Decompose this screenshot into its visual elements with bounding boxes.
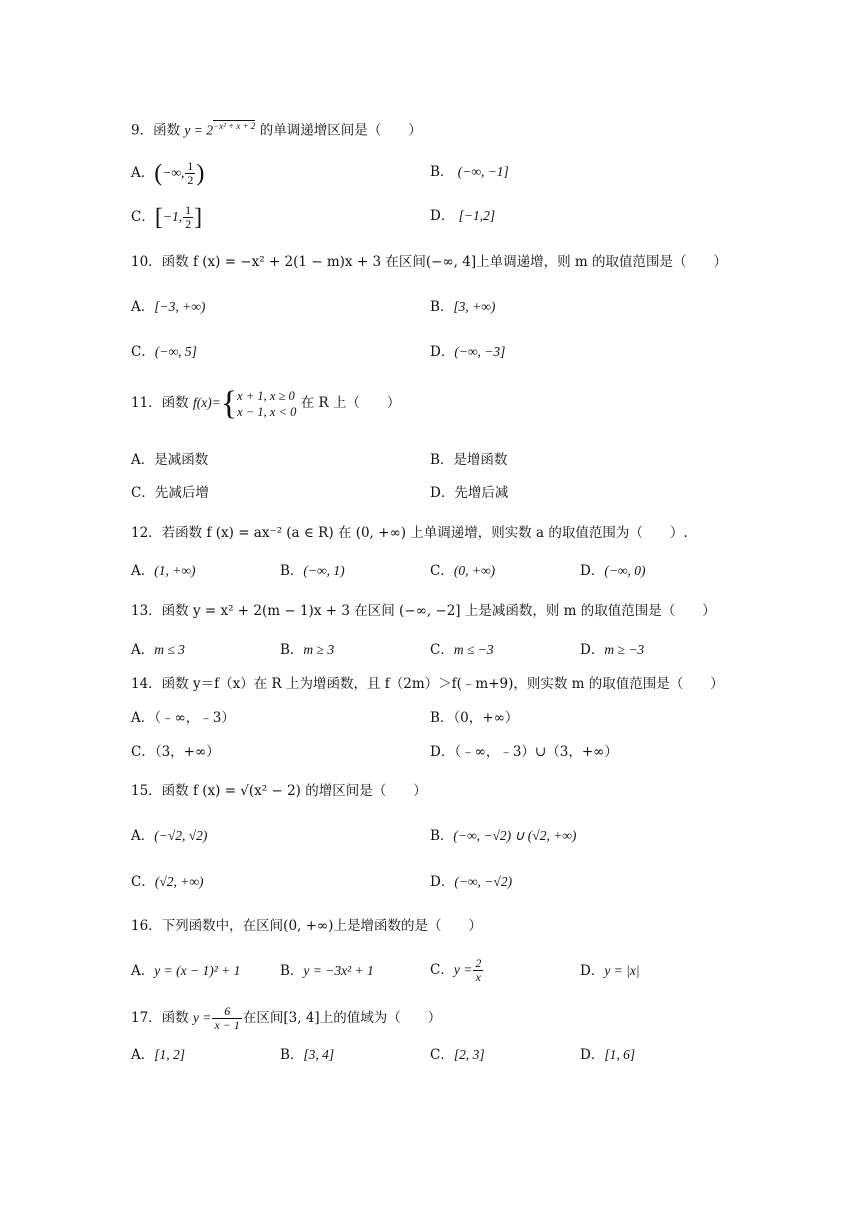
option-label: D．: [430, 344, 455, 360]
q13-c-expr: m ≤ −3: [453, 642, 494, 657]
q14-c-expr: （3，+∞）: [154, 744, 220, 760]
q10-a-expr: [−3, +∞): [154, 299, 206, 314]
q11-option-d[interactable]: [430, 483, 508, 503]
q10-option-c[interactable]: [131, 342, 197, 362]
q9-d-expr: [−1,2]: [458, 208, 496, 223]
q11-prefix: 11．函数: [131, 395, 189, 411]
q17-a-expr: [1, 2]: [154, 1047, 186, 1062]
q17-option-c[interactable]: [430, 1045, 485, 1065]
option-label: B．: [430, 828, 454, 844]
q9-option-a[interactable]: A．(−∞, $\frac{1}{2}$ ): [131, 159, 205, 187]
q13-d-expr: m ≥ −3: [604, 642, 645, 657]
q16-a-expr: y = (x − 1)² + 1: [154, 963, 241, 978]
q11-option-a[interactable]: [131, 450, 208, 470]
q16-option-b[interactable]: [280, 961, 374, 981]
q14-option-c[interactable]: [131, 742, 220, 762]
q14-option-d[interactable]: [430, 742, 618, 762]
q16-c-fraction: $\frac{2}{x}$: [475, 956, 482, 984]
q13-option-a[interactable]: [131, 640, 185, 660]
q17-suffix: 在区间[3, 4]上的值域为（ ）: [242, 1010, 442, 1026]
option-label: A．: [131, 642, 155, 658]
q15-c-expr: (√2, +∞): [154, 874, 204, 889]
q11-a-text: 是减函数: [154, 452, 209, 468]
q9-a-expr: −∞,: [162, 165, 185, 180]
option-label: B．: [280, 642, 304, 658]
option-label: C．: [131, 344, 155, 360]
q11-b-text: 是增函数: [453, 452, 508, 468]
q12-b-expr: (−∞, 1): [303, 563, 345, 578]
q14-option-b[interactable]: [430, 708, 518, 728]
q17-fraction: $\frac{6}{x - 1}$: [214, 1004, 240, 1032]
q15-a-expr: (−√2, √2): [154, 828, 208, 843]
option-label: B．: [430, 710, 454, 726]
q13-a-expr: m ≤ 3: [154, 642, 185, 657]
option-label: B．: [430, 452, 454, 468]
q14-b-expr: （0，+∞）: [453, 710, 519, 726]
q17-c-expr: [2, 3]: [453, 1047, 485, 1062]
option-label: C．: [430, 1047, 454, 1063]
q13-b-expr: m ≥ 3: [303, 642, 335, 657]
q9-option-c[interactable]: C．[−1, $\frac{1}{2}$ ]: [131, 203, 203, 231]
q15-option-a[interactable]: [131, 826, 207, 846]
question-9-stem: [131, 116, 422, 141]
q9-prefix: 9．函数: [131, 122, 181, 139]
option-label: D．: [430, 485, 455, 501]
question-10-stem: 10．函数 f (x) = −x² + 2(1 − m)x + 3 在区间(−∞, 4]上单调递增，则 m 的取值范围是（ ）: [131, 254, 727, 270]
q12-option-a[interactable]: [131, 561, 195, 581]
q11-d-text: 先增后减: [454, 485, 509, 501]
q17-d-expr: [1, 6]: [604, 1047, 636, 1062]
q13-option-b[interactable]: [280, 640, 334, 660]
option-label: D．: [430, 874, 455, 890]
q16-c-prefix: y =: [453, 962, 473, 977]
q9-suffix: 的单调递增区间是（ ）: [259, 122, 422, 139]
q12-option-c[interactable]: [430, 561, 495, 581]
q13-option-c[interactable]: [430, 640, 494, 660]
question-15-stem: 15．函数 f (x) = √(x² − 2) 的增区间是（ ）: [131, 783, 427, 799]
q17-expr-prefix: y =: [192, 1010, 212, 1025]
option-label: A．: [131, 963, 155, 979]
option-label: A．: [131, 299, 155, 315]
option-label: D．: [430, 744, 455, 760]
option-label: A．: [131, 828, 155, 844]
option-label: A．: [131, 1047, 155, 1063]
q12-d-expr: (−∞, 0): [604, 563, 646, 578]
option-label: C．: [430, 563, 454, 579]
q15-d-expr: (−∞, −√2): [454, 874, 513, 889]
question-11-stem: [131, 386, 400, 421]
option-label: D．: [580, 963, 605, 979]
option-label: C．: [131, 485, 155, 501]
q11-option-b[interactable]: [430, 450, 507, 470]
option-label: C．: [430, 962, 454, 978]
q15-option-c[interactable]: [131, 872, 203, 892]
q10-option-d[interactable]: [430, 342, 505, 362]
q16-d-expr: y = |x|: [604, 963, 640, 978]
q9-option-d[interactable]: [430, 206, 495, 226]
question-17-stem: [131, 1001, 441, 1035]
q17-option-a[interactable]: [131, 1045, 185, 1065]
q17-option-d[interactable]: [580, 1045, 635, 1065]
q10-option-a[interactable]: [131, 297, 205, 317]
q11-option-c[interactable]: [131, 483, 209, 503]
option-label: C．: [131, 744, 155, 760]
question-12-stem: 12．若函数 f (x) = ax⁻² (a ∈ R) 在 (0, +∞) 上单调递增，则实数 a 的取值范围为（ ）.: [131, 525, 688, 541]
q16-option-c[interactable]: [430, 953, 484, 987]
q15-b-expr: (−∞, −√2) ∪ (√2, +∞): [453, 828, 577, 843]
option-label: B．: [280, 963, 304, 979]
q12-option-d[interactable]: [580, 561, 646, 581]
option-label: D．: [580, 1047, 605, 1063]
question-14-stem: 14．函数 y＝f（x）在 R 上为增函数，且 f（2m）＞f(﹣m+9)，则实数 m 的取值范围是（ ）: [131, 676, 724, 692]
q9-b-expr: (−∞, −1]: [457, 164, 509, 179]
option-label: B．: [430, 299, 454, 315]
q14-option-a[interactable]: [131, 708, 235, 728]
q16-option-d[interactable]: [580, 961, 640, 981]
option-label: B．: [430, 164, 454, 180]
q14-a-expr: （﹣∞，﹣3）: [154, 710, 235, 726]
q17-prefix: 17．函数: [131, 1010, 189, 1026]
option-label: C．: [131, 209, 155, 225]
q17-option-b[interactable]: [280, 1045, 334, 1065]
q9-option-b[interactable]: [430, 162, 509, 182]
question-16-stem: 16．下列函数中，在区间(0, +∞)上是增函数的是（ ）: [131, 918, 482, 934]
q17-b-expr: [3, 4]: [303, 1047, 335, 1062]
option-label: A．: [131, 563, 155, 579]
option-label: D．: [580, 642, 605, 658]
option-label: C．: [131, 874, 155, 890]
q9-a-fraction: $\frac{1}{2}$: [187, 159, 194, 187]
q9-expr-base: y = 2: [184, 122, 213, 138]
option-label: A．: [131, 710, 155, 726]
q10-option-b[interactable]: [430, 297, 495, 317]
q11-suffix: 在 R 上（ ）: [300, 395, 401, 411]
option-label: A．: [131, 452, 155, 468]
q11-c-text: 先减后增: [154, 485, 209, 501]
q11-brace: {: [220, 384, 238, 422]
option-label: D．: [580, 563, 605, 579]
q16-option-a[interactable]: [131, 961, 240, 981]
q12-c-expr: (0, +∞): [453, 563, 496, 578]
option-label: B．: [280, 1047, 304, 1063]
q10-c-expr: (−∞, 5]: [154, 344, 197, 359]
option-label: A．: [131, 165, 155, 181]
option-label: B．: [280, 563, 304, 579]
q9-expr-exp: −x² + x + 2: [213, 121, 256, 131]
option-label: D．: [430, 208, 455, 224]
q16-b-expr: y = −3x² + 1: [303, 963, 374, 978]
q10-b-expr: [3, +∞): [453, 299, 496, 314]
q15-option-b[interactable]: [430, 826, 576, 846]
question-13-stem: 13．函数 y = x² + 2(m − 1)x + 3 在区间 (−∞, −2] 上是减函数，则 m 的取值范围是（ ）: [131, 603, 716, 619]
q11-cases: x + 1, x ≥ 0 x − 1, x < 0: [237, 388, 297, 419]
q14-d-expr: （﹣∞，﹣3）∪（3，+∞）: [454, 744, 618, 760]
q12-a-expr: (1, +∞): [154, 563, 196, 578]
q11-fx: f(x)=: [192, 395, 221, 410]
q12-option-b[interactable]: [280, 561, 345, 581]
q9-c-expr: −1,: [162, 209, 183, 224]
q13-option-d[interactable]: [580, 640, 644, 660]
option-label: C．: [430, 642, 454, 658]
q15-option-d[interactable]: [430, 872, 512, 892]
q9-c-fraction: $\frac{1}{2}$: [185, 203, 192, 231]
q10-d-expr: (−∞, −3]: [454, 344, 506, 359]
